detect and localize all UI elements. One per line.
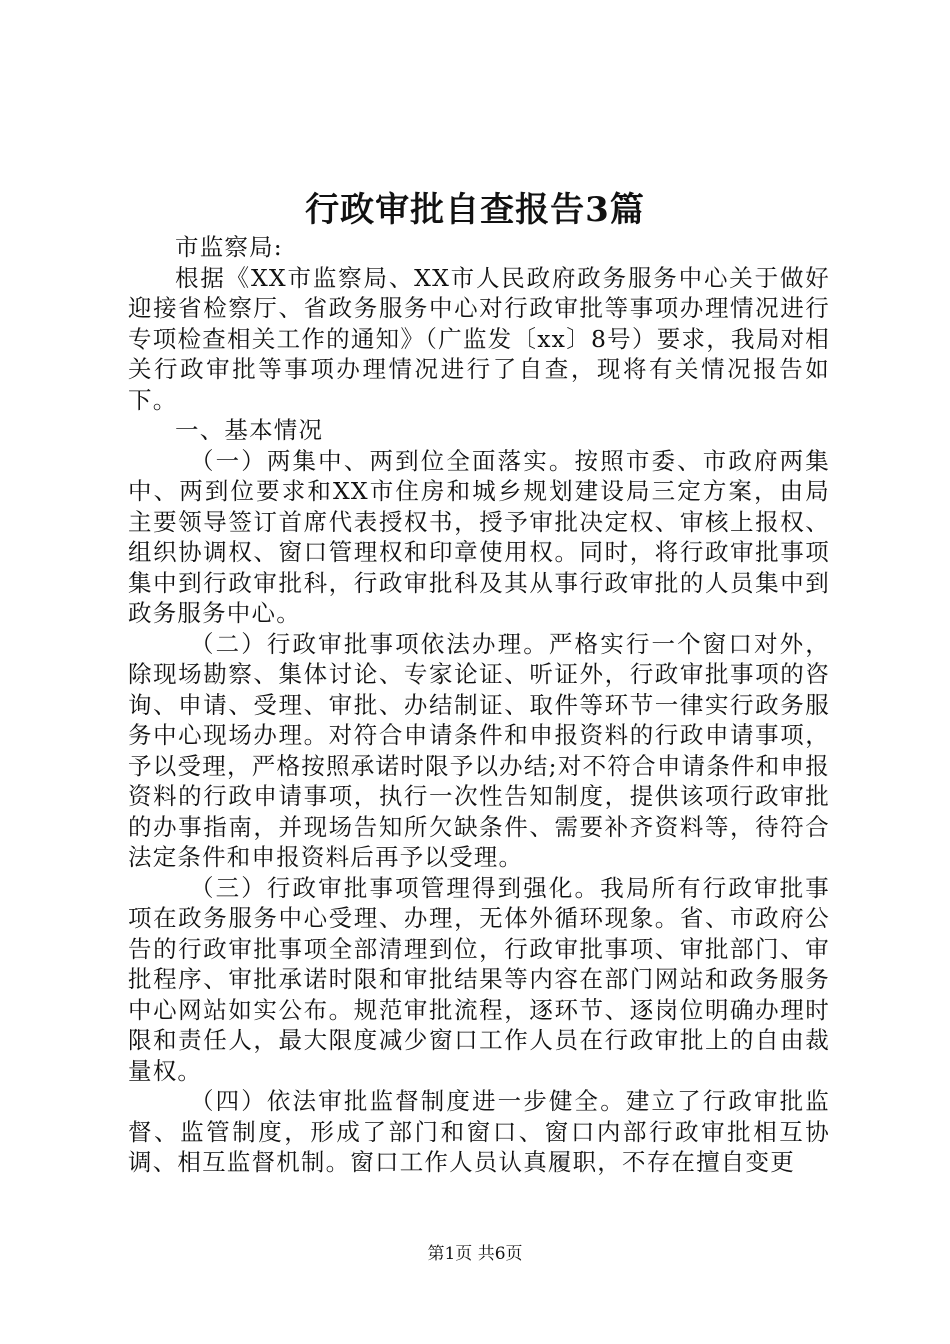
paragraph-item-2: （二）行政审批事项依法办理。严格实行一个窗口对外，除现场勘察、集体讨论、专家论证、听证外，行政审批事项的咨询、申请、受理、审批、办结制证、取件等环节一律实行政务服务中心现场办理。对符合申请条件和申报资料的行政申请事项，予以受理，严格按照承诺时限予以办结;对不符合申请条件和申报资料的行政申请事项，执行一次性告知制度，提供该项行政审批的办事指南，并现场告知所欠缺条件、需要补齐资料等，待符合法定条件和申报资料后再予以受理。	[128, 629, 830, 871]
paragraph-item-1: （一）两集中、两到位全面落实。按照市委、市政府两集中、两到位要求和XX市住房和城乡规划建设局三定方案，由局主要领导签订首席代表授权书，授予审批决定权、审核上报权、组织协调权、窗口管理权和印章使用权。同时，将行政审批事项集中到行政审批科，行政审批科及其从事行政审批的人员集中到政务服务中心。	[128, 446, 830, 627]
paragraph-intro: 根据《XX市监察局、XX市人民政府政务服务中心关于做好迎接省检察厅、省政务服务中心对行政审批等事项办理情况进行专项检查相关工作的通知》（广监发〔xx〕8号）要求，我局对相关行政审批等事项办理情况进行了自查，现将有关情况报告如下。	[128, 263, 830, 414]
document-title: 行政审批自查报告3篇	[305, 190, 645, 230]
paragraph-item-4: （四）依法审批监督制度进一步健全。建立了行政审批监督、监管制度，形成了部门和窗口、窗口内部行政审批相互协调、相互监督机制。窗口工作人员认真履职，不存在擅自变更	[128, 1087, 830, 1176]
paragraph-item-3: （三）行政审批事项管理得到强化。我局所有行政审批事项在政务服务中心受理、办理，无体外循环现象。省、市政府公告的行政审批事项全部清理到位，行政审批事项、审批部门、审批程序、审批承诺时限和审批结果等内容在部门网站和政务服务中心网站如实公布。规范审批流程，逐环节、逐岗位明确办理时限和责任人，最大限度减少窗口工作人员在行政审批上的自由裁量权。	[128, 873, 830, 1085]
salutation: 市监察局:	[175, 233, 283, 261]
document-body	[128, 232, 830, 1178]
section-heading-basic: 一、基本情况	[175, 416, 324, 444]
page-footer: 第1页 共6页	[427, 1244, 523, 1264]
